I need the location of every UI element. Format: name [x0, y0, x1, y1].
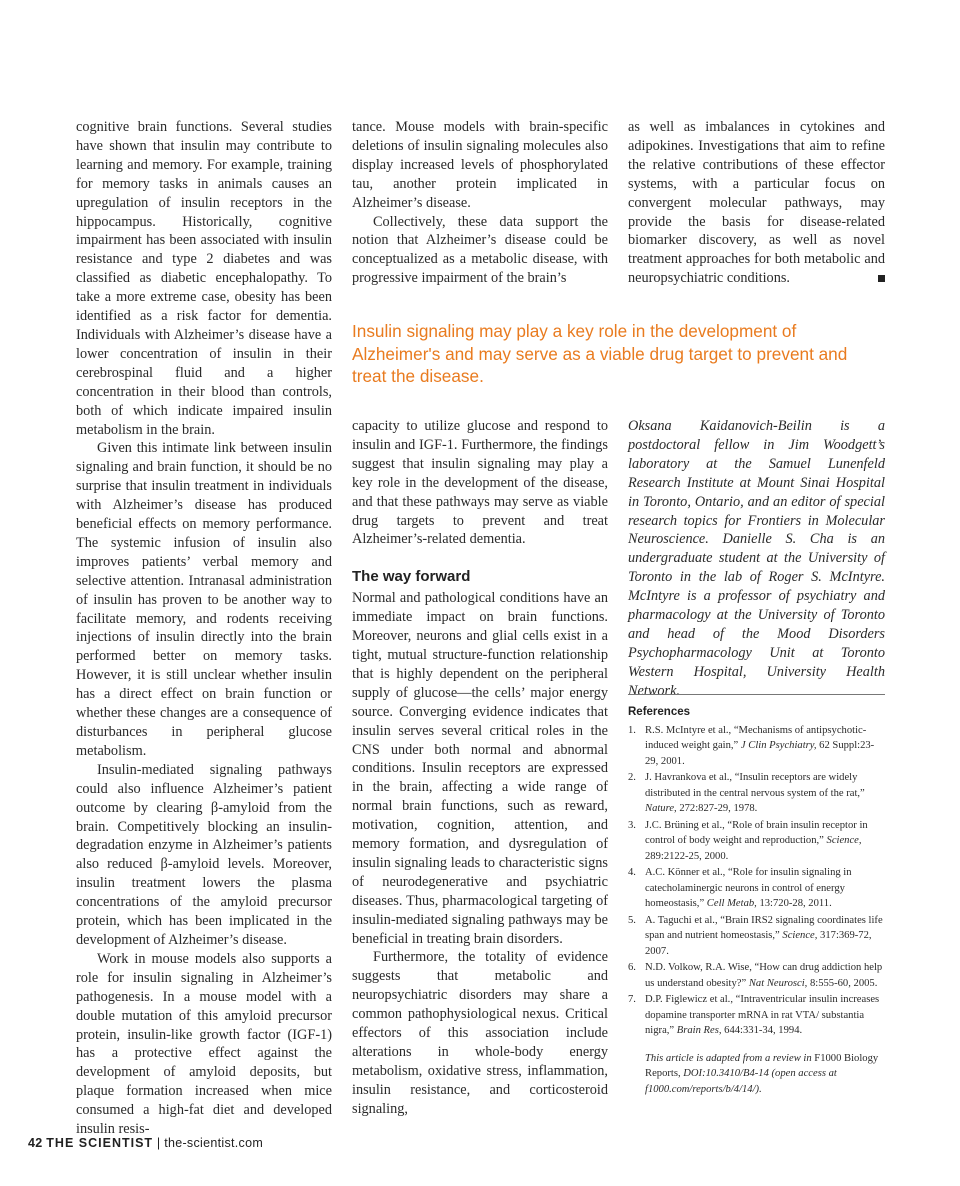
footer-separator: |: [156, 1136, 161, 1150]
reference-number: 5.: [628, 914, 636, 926]
reference-citation: 317:369-72, 2007.: [645, 930, 872, 957]
paragraph: Given this intimate link between insulin signaling and brain function, it should be no surprise that insulin treatment in individuals with Alzheimer’s disease has produced beneficial effects on memory performance. The systemic infusion of insulin also improves patients’ verbal memory and selective attention. Intranasal administration of insulin has proven to be another way to facilitate memory, and rodents receiving injections of insulin directly into the brain performed better on memory tasks. However, it is still unclear whether insulin has a direct effect on brain function or whether these changes are a consequence of disturbances in peripheral glucose metabolism.: [76, 440, 332, 759]
reference-text: J. Havrankova et al., “Insulin receptors are widely distributed in the central nervous system of the rat,”: [645, 772, 865, 799]
reference-citation: 13:720-28, 2011.: [756, 898, 832, 909]
reference-number: 2.: [628, 772, 636, 783]
reference-journal: Nat Neurosci,: [748, 977, 808, 989]
pull-quote: Insulin signaling may play a key role in the development of Alzheimer's and may serve as a viable drug target to prevent and treat the disease.: [352, 321, 848, 387]
paragraph: cognitive brain functions. Several studies have shown that insulin may contribute to learning and memory. For example, training for memory tasks in animals causes an upregulation of insulin receptors in the hippocampus. Historically, cognitive impairment has been associated with insulin resistance and type 2 diabetes and was classified as diabetic encephalopathy. To take a more extreme case, obesity has been identified as a risk factor for dementia. Individuals with Alzheimer’s disease have a lower concentration of insulin in their cerebrospinal fluid and a higher concentration in their blood than controls, both of which indicate impaired insulin metabolism in the brain.: [76, 119, 332, 438]
article-column-2-top: [352, 118, 608, 288]
reference-text: J.C. Brüning et al., “Role of brain insulin receptor in control of body weight and reproduction,”: [645, 819, 868, 846]
reference-text: D.P. Figlewicz et al., “Intraventricular insulin increases dopamine transporter mRNA in rat VTA/ substantia nigra,”: [645, 994, 880, 1036]
reference-citation: 289:2122-25, 2000.: [645, 850, 729, 862]
reference-journal: Nature,: [645, 803, 677, 814]
paragraph: tance. Mouse models with brain-specific deletions of insulin signaling molecules also display increased levels of phosphorylated tau, another protein implicated in Alzheimer’s disease.: [352, 119, 608, 211]
paragraph: Normal and pathological conditions have an immediate impact on brain functions. Moreover, neurons and glial cells exist in a tight, mutual structure-function relationship that is highly dependent on the peripheral supply of glucose—the cells’ major energy source. Converging evidence indicates that insulin serves several critical roles in the CNS under both normal and abnormal conditions. Insulin receptors are expressed in the brain, affecting a wide range of normal brain functions, such as reward, motivation, cognition, attention, and memory formation, and dysregulation of insulin signaling leads to characteristic signs of neurodegenerative and psychiatric diseases. Thus, pharmacological targeting of insulin-mediated signaling pathways may be beneficial in treating brain disorders.: [352, 590, 608, 947]
reference-citation: 62 Suppl:23-29, 2001.: [645, 740, 875, 767]
reference-number: 3.: [628, 819, 636, 831]
reference-item: [628, 818, 885, 865]
reference-item: [628, 770, 885, 817]
reference-citation: 644:331-34, 1994.: [721, 1025, 803, 1036]
divider: [628, 694, 885, 695]
article-column-1: [76, 118, 332, 1139]
references: [628, 705, 885, 1097]
adaptation-note: [628, 1051, 885, 1098]
reference-text: R.S. McIntyre et al., “Mechanisms of antipsychotic-induced weight gain,”: [645, 724, 867, 751]
magazine-name: THE SCIENTIST: [46, 1136, 154, 1150]
reference-number: 7.: [628, 994, 636, 1005]
note-journal: F1000 Biology Reports,: [645, 1052, 879, 1079]
end-of-article-mark: [878, 275, 885, 282]
reference-number: 6.: [628, 962, 636, 973]
reference-journal: Science,: [782, 930, 818, 941]
reference-item: [628, 913, 885, 960]
note-lead: This article is adapted from a review in: [645, 1052, 815, 1064]
reference-journal: J Clin Psychiatry,: [740, 740, 817, 751]
magazine-url: the-scientist.com: [164, 1136, 264, 1150]
reference-number: 4.: [628, 867, 636, 878]
reference-citation: 8:555-60, 2005.: [807, 977, 878, 989]
paragraph: capacity to utilize glucose and respond to insulin and IGF-1. Furthermore, the findings suggest that insulin signaling may play a key role in the development of the disease, and that these pathways may serve as viable drug targets to prevent and treat Alzheimer’s-related dementia.: [352, 418, 608, 548]
references-heading: References: [628, 706, 691, 718]
reference-text: N.D. Volkow, R.A. Wise, “How can drug addiction help us understand obesity?”: [645, 962, 883, 989]
reference-journal: Cell Metab,: [706, 898, 757, 909]
section-heading: The way forward: [352, 568, 471, 586]
bio-text: Oksana Kaidanovich-Beilin is a postdoctoral fellow in Jim Woodgett’s laboratory at the Samuel Lunenfeld Research Institute at Mount Sinai Hospital in Toronto, Ontario, and an editor of special research topics for Frontiers in Molecular Neuroscience. Danielle S. Cha is an undergraduate student at the University of Toronto in the lab of Roger S. McIntyre. McIntyre is a professor of psychiatry and pharmacology at the University of Toronto and head of the Mood Disorders Psychopharmacology Unit at Toronto Western Hospital, University Health Network.: [628, 418, 885, 699]
page-number: 42: [28, 1136, 43, 1150]
paragraph: Insulin-mediated signaling pathways could also influence Alzheimer’s patient outcome by clearing β-amyloid from the brain. Competitively blocking an insulin-degradation enzyme in Alzheimer’s patients also reduced β-amyloid levels. Moreover, insulin treatment lowers the plasma concentrations of the amyloid precursor protein, which has been implicated in the development of Alzheimer’s disease.: [76, 761, 332, 948]
article-column-3-top: [628, 118, 885, 288]
reference-text: A.C. Könner et al., “Role for insulin signaling in catecholaminergic neurons in control of energy homeostasis,”: [645, 867, 852, 909]
reference-journal: Brain Res,: [676, 1025, 722, 1036]
paragraph: Work in mouse models also supports a role for insulin signaling in Alzheimer’s pathogenesis. In a mouse model with a double mutation of this amyloid precursor protein, insulin-like growth factor (IGF-1) has a protective effect against the development of amyloid deposits, but plaque formation increased when mice consumed a high-fat diet and developed insulin resis-: [76, 950, 332, 1138]
paragraph-text: as well as imbalances in cytokines and adipokines. Investigations that aim to refine the relative contributions of these effector systems, with a particular focus on convergent molecular pathways, may provide the basis for disease-related biomarker discovery, as well as novel treatment approaches for both metabolic and neuropsychiatric conditions.: [628, 119, 885, 287]
reference-item: [628, 723, 885, 770]
reference-citation: 272:827-29, 1978.: [676, 803, 758, 814]
references-list: [628, 723, 885, 1039]
paragraph: Collectively, these data support the notion that Alzheimer’s disease could be conceptualized as a metabolic disease, with progressive impairment of the brain’s: [352, 213, 608, 287]
reference-item: [628, 865, 885, 912]
reference-item: [628, 960, 885, 991]
reference-journal: Science,: [826, 835, 862, 846]
article-column-2-bottom: [352, 417, 608, 1119]
reference-text: A. Taguchi et al., “Brain IRS2 signaling coordinates life span and nutrient homeostasis,”: [645, 914, 883, 941]
paragraph: Furthermore, the totality of evidence suggests that metabolic and neuropsychiatric disorders may share a common pathophysiological nexus. Critical effectors of this association include alterations in whole-body energy metabolism, oxidative stress, inflammation, insulin resistance, and corticosteroid signaling,: [352, 949, 608, 1117]
author-bio: [628, 417, 885, 701]
reference-item: [628, 992, 885, 1039]
page-footer: [28, 1136, 263, 1150]
paragraph: [628, 118, 885, 288]
note-citation: DOI:10.3410/B4-14 (open access at f1000.com/reports/b/4/14/).: [645, 1068, 837, 1095]
reference-number: 1.: [628, 724, 636, 736]
